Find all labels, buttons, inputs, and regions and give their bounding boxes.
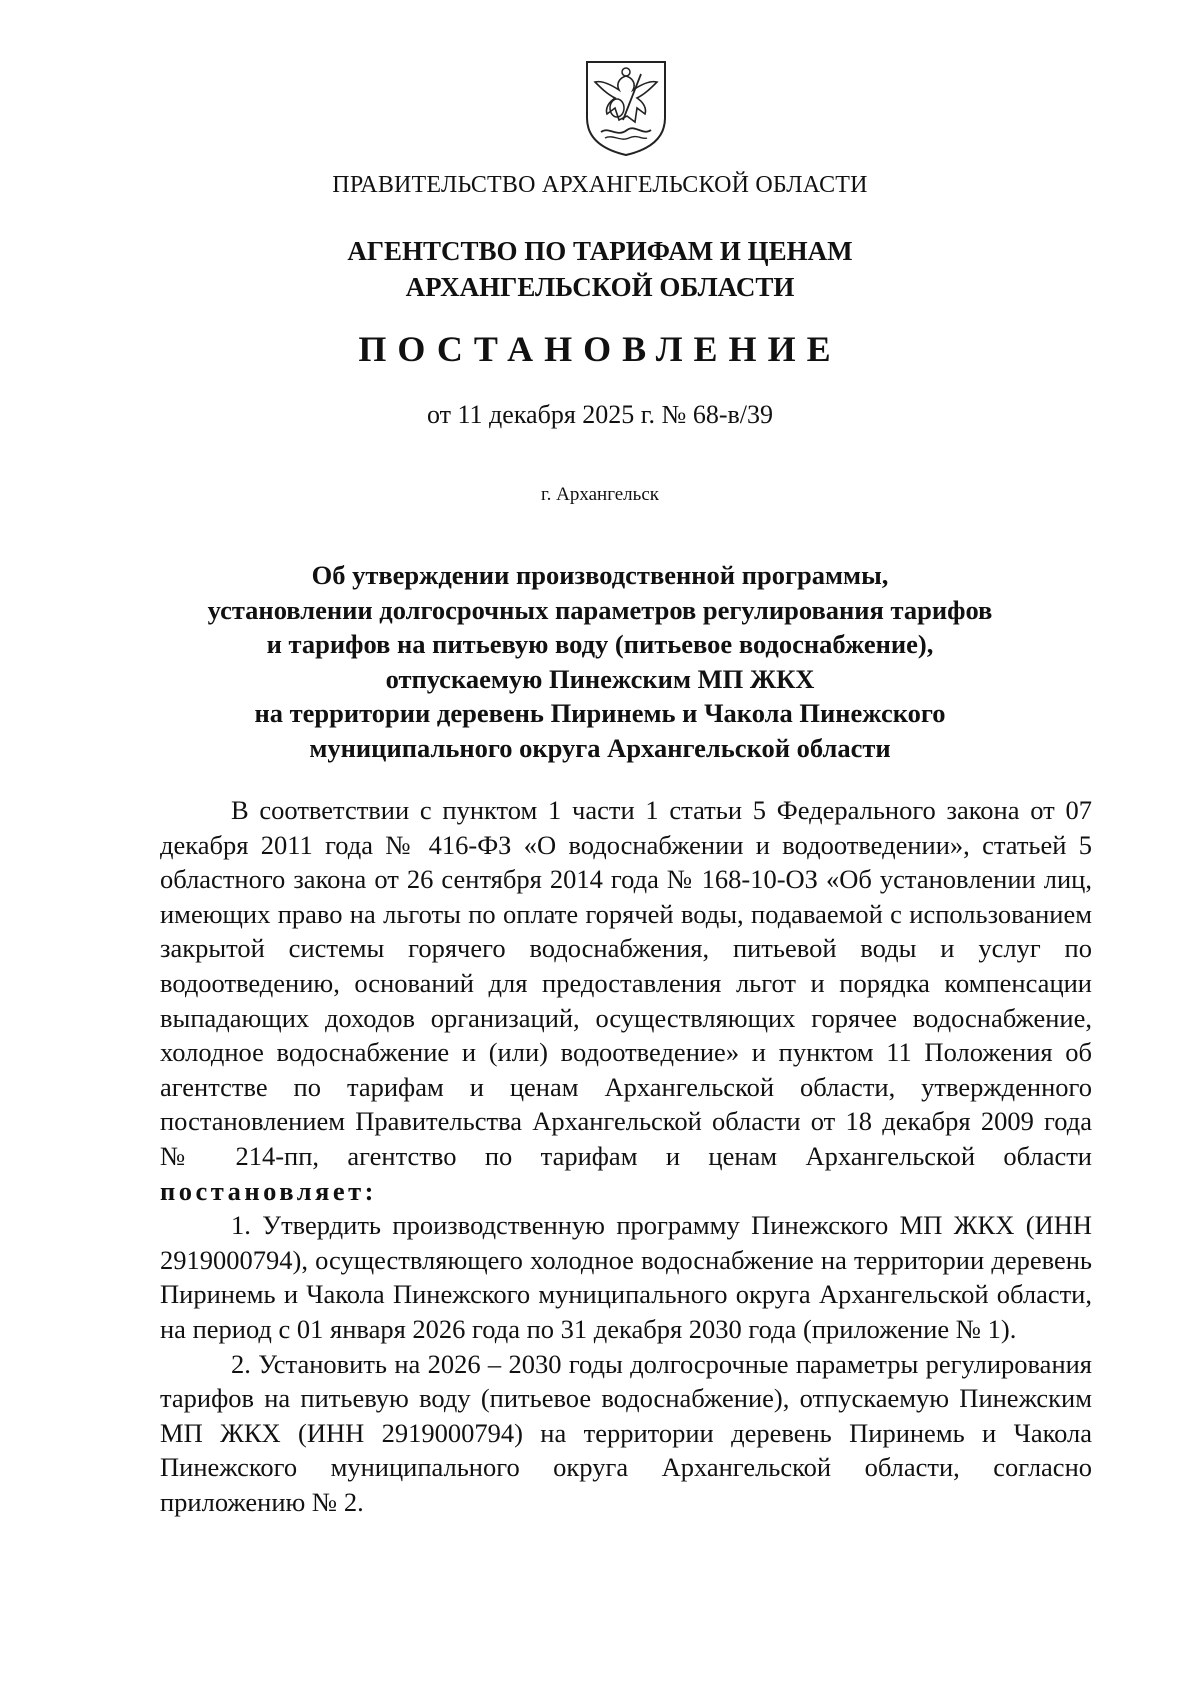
resolution-item-2: 2. Установить на 2026 – 2030 годы долгосрочные параметры регулирования тарифов на питьевую воду (питьевое водоснабжение), отпускаемую Пинежским МП ЖКХ (ИНН 2919000794) на территории деревень Пиринемь и Чакола Пинежского муниципального округа Архангельской области, согласно приложению № 2. bbox=[160, 1348, 1092, 1517]
preamble-paragraph bbox=[160, 793, 1092, 1208]
arkhangelsk-coat-of-arms-icon bbox=[583, 58, 669, 158]
document-date-number: от 11 декабря 2025 г. № 68-в/39 bbox=[427, 400, 773, 429]
agency-heading-line: АРХАНГЕЛЬСКОЙ ОБЛАСТИ bbox=[405, 272, 795, 302]
title-line: муниципального округа Архангельской области bbox=[309, 732, 891, 763]
document-title bbox=[0, 558, 1200, 765]
title-line: отпускаемую Пинежским МП ЖКХ bbox=[385, 663, 815, 694]
document-city: г. Архангельск bbox=[540, 484, 659, 505]
agency-heading-line: АГЕНТСТВО ПО ТАРИФАМ И ЦЕНАМ bbox=[347, 236, 853, 266]
document-type: ПОСТАНОВЛЕНИЕ bbox=[358, 329, 842, 369]
resolves-word: постановляет: bbox=[160, 1175, 377, 1206]
resolution-item-1: 1. Утвердить производственную программу Пинежского МП ЖКХ (ИНН 2919000794), осуществляющего холодное водоснабжение на территории деревень Пиринемь и Чакола Пинежского муниципального округа Архангельской области, на период с 01 января 2026 года по 31 декабря 2030 года (приложение № 1). bbox=[160, 1210, 1092, 1344]
preamble-text: В соответствии с пунктом 1 части 1 статьи 5 Федерального закона от 07 декабря 2011 года № 416-ФЗ «О водоснабжении и водоотведении», статьей 5 областного закона от 26 сентября 2014 года № 168-10-ОЗ «Об установлении лиц, имеющих право на льготы по оплате горячей воды, подаваемой с использованием закрытой системы горячего водоснабжения, питьевой воды и услуг по водоотведению, оснований для предоставления льгот и порядка компенсации выпадающих доходов организаций, осуществляющих горячее водоснабжение, холодное водоснабжение и (или) водоотведение» и пунктом 11 Положения об агентстве по тарифам и ценам Архангельской области, утвержденного постановлением Правительства Архангельской области от 18 декабря 2009 года № 214-пп, агентство по тарифам и ценам Архангельской области bbox=[160, 795, 1092, 1171]
title-line: на территории деревень Пиринемь и Чакола Пинежского bbox=[254, 698, 946, 728]
title-line: Об утверждении производственной программы, bbox=[311, 560, 889, 590]
title-line: и тарифов на питьевую воду (питьевое водоснабжение), bbox=[266, 629, 934, 659]
agency-heading bbox=[0, 233, 1200, 305]
title-line: установлении долгосрочных параметров регулирования тарифов bbox=[207, 594, 993, 625]
document-body bbox=[160, 793, 1092, 1519]
government-heading: ПРАВИТЕЛЬСТВО АРХАНГЕЛЬСКОЙ ОБЛАСТИ bbox=[332, 172, 868, 198]
